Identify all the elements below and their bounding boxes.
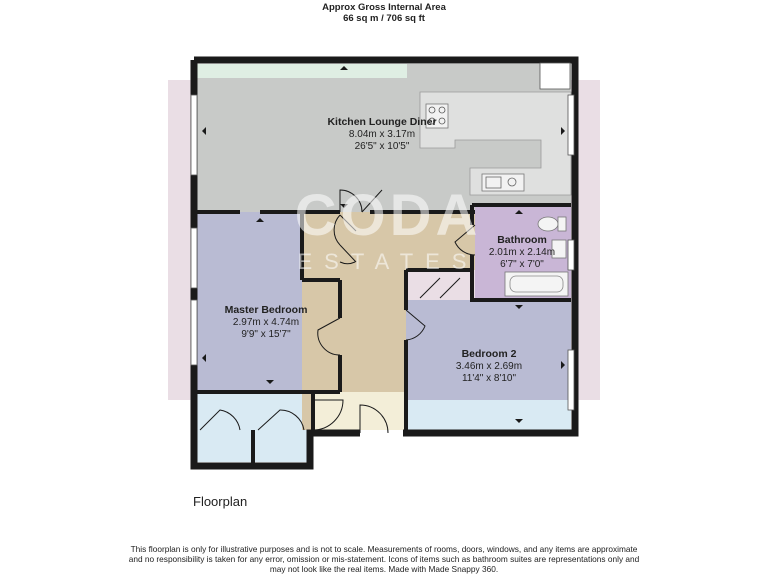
light-strip <box>197 64 407 78</box>
room-imperial: 11'4" x 8'10" <box>461 373 517 384</box>
room-name: Bathroom <box>497 234 547 246</box>
area-header-title: Approx Gross Internal Area <box>322 2 446 13</box>
room-metric: 8.04m x 3.17m <box>348 128 416 140</box>
room-metric: 2.97m x 4.74m <box>232 316 300 328</box>
room-name: Master Bedroom <box>224 304 308 316</box>
room-label-master-bedroom <box>225 304 308 342</box>
disclaimer-line: may not look like the real items. Made with Made Snappy 360. <box>269 564 499 574</box>
watermark-sub: ESTATES <box>297 249 479 274</box>
plan-title: Floorplan <box>193 494 248 509</box>
room-metric: 2.01m x 2.14m <box>488 246 556 258</box>
disclaimer-line: and no responsibility is taken for any error, omission or mis-statement. Icons of items such as bathroom suites are representations only and <box>128 554 640 564</box>
room-imperial: 26'5" x 10'5" <box>354 141 410 152</box>
area-header-size: 66 sq m / 706 sq ft <box>343 13 425 24</box>
room-imperial: 9'9" x 15'7" <box>241 329 291 340</box>
toilet-icon <box>538 217 558 231</box>
sink-icon <box>482 174 524 191</box>
room-label-kitchen <box>327 116 436 154</box>
disclaimer <box>0 544 768 574</box>
disclaimer-line: This floorplan is only for illustrative purposes and is not to scale. Measurements of rooms, doors, windows, and any items are approximate <box>130 544 638 554</box>
room-name: Bedroom 2 <box>461 348 517 360</box>
room-name: Kitchen Lounge Diner <box>327 116 437 128</box>
room-label-bathroom <box>489 234 555 272</box>
bedroom-2-window-strip <box>406 400 571 430</box>
room-label-bedroom-2 <box>456 348 522 386</box>
room-imperial: 6'7" x 7'0" <box>500 259 544 270</box>
room-metric: 3.46m x 2.69m <box>455 360 523 372</box>
watermark-brand: CODA <box>294 183 482 248</box>
